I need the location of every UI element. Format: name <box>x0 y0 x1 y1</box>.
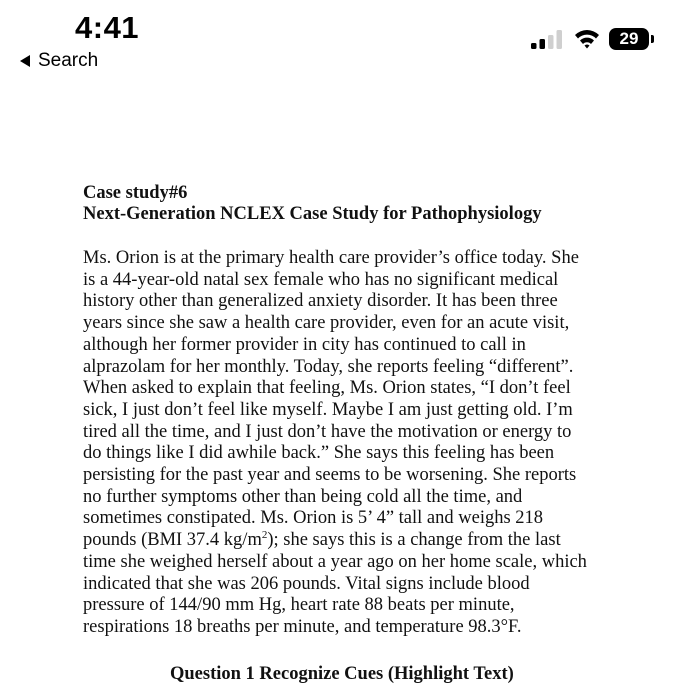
body-line-bmi <box>83 530 623 552</box>
document-content <box>83 183 623 639</box>
body-line: sick, I just don’t feel like myself. Maybe I am just getting old. I’m <box>83 399 573 420</box>
body-line: do things like I did awhile back.” She says this feeling has been <box>83 443 555 464</box>
body-line: history other than generalized anxiety disorder. It has been three <box>83 291 558 312</box>
battery-indicator: 29 <box>609 28 649 50</box>
body-line: years since she saw a health care provider, even for an acute visit, <box>83 313 570 334</box>
signal-bar-1 <box>531 43 537 49</box>
cellular-signal-icon <box>531 30 563 49</box>
body-line: pressure of 144/90 mm Hg, heart rate 88 beats per minute, <box>83 595 515 616</box>
back-label: Search <box>38 50 99 71</box>
body-line: no further symptoms other than being cold all the time, and <box>83 486 523 507</box>
body-line: although her former provider in city has continued to call in <box>83 334 526 355</box>
body-line: is a 44-year-old natal sex female who has no significant medical <box>83 269 559 290</box>
status-time: 4:41 <box>75 10 140 45</box>
body-line: indicated that she was 206 pounds. Vital signs include blood <box>83 573 530 594</box>
case-description <box>83 248 623 639</box>
signal-bar-4 <box>557 30 563 49</box>
bmi-suffix: ); she says this is a change from the last <box>267 530 561 551</box>
document-title: Next-Generation NCLEX Case Study for Pathophysiology <box>83 204 542 224</box>
case-study-label: Case study#6 <box>83 183 188 203</box>
bmi-superscript: 2 <box>261 528 268 541</box>
wifi-icon <box>574 28 600 49</box>
body-line: sometimes constipated. Ms. Orion is 5’ 4” tall and weighs 218 <box>83 508 544 529</box>
body-line: respirations 18 breaths per minute, and temperature 98.3°F. <box>83 616 522 637</box>
bmi-prefix: pounds (BMI 37.4 kg/m <box>83 530 262 551</box>
signal-bar-2 <box>540 39 546 49</box>
signal-bar-3 <box>548 35 554 49</box>
body-line: Ms. Orion is at the primary health care provider’s office today. She <box>83 248 579 268</box>
back-to-search-button[interactable] <box>20 50 98 72</box>
battery-nub-icon <box>651 35 654 43</box>
body-line: alprazolam for her monthly. Today, she reports feeling “different”. <box>83 356 574 377</box>
body-line: time she weighed herself about a year ago on her home scale, which <box>83 551 587 572</box>
back-arrow-icon <box>20 55 30 67</box>
body-line: persisting for the past year and seems to be worsening. She reports <box>83 465 577 486</box>
body-line: When asked to explain that feeling, Ms. Orion states, “I don’t feel <box>83 378 571 399</box>
body-line: tired all the time, and I just don’t have the motivation or energy to <box>83 421 572 442</box>
status-bar <box>0 0 700 86</box>
next-section-heading: Question 1 Recognize Cues (Highlight Text) <box>170 664 514 684</box>
